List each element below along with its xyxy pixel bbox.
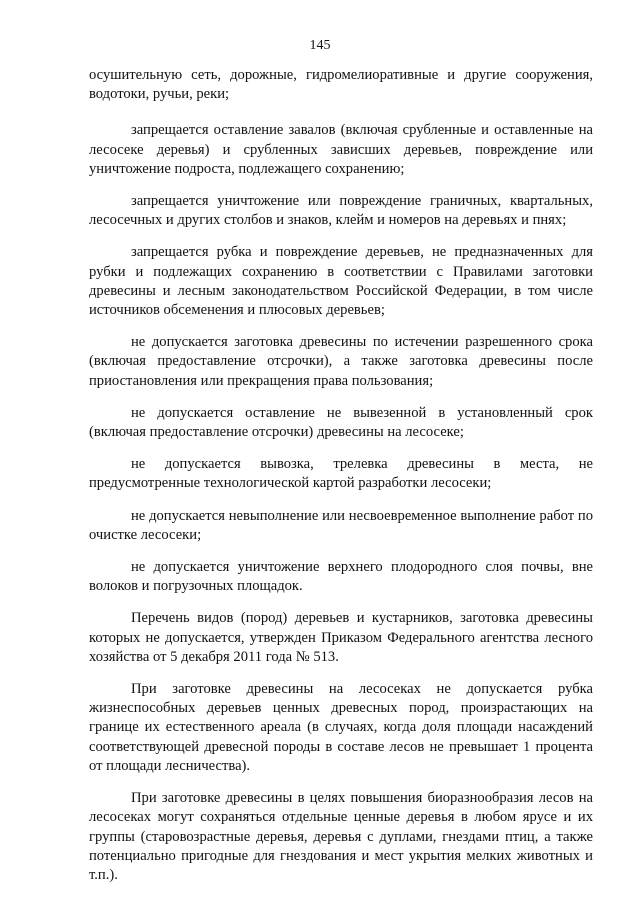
paragraph-expired-term: не допускается заготовка древесины по истечении разрешенного срока (включая предоставление отсрочки), а также заготовка древесины после приостановления или прекращения права пользования; bbox=[89, 334, 593, 389]
paragraph-continuation: осушительную сеть, дорожные, гидромелиоративные и другие сооружения, водотоки, ручьи, реки; bbox=[89, 67, 593, 103]
paragraph-skidding: не допускается вывозка, трелевка древесины в места, не предусмотренные технологической картой разработки лесосеки; bbox=[89, 456, 593, 492]
paragraph-topsoil: не допускается уничтожение верхнего плодородного слоя почвы, вне волоков и погрузочных площадок. bbox=[89, 559, 593, 595]
paragraph-biodiversity: При заготовке древесины в целях повышения биоразнообразия лесов на лесосеках могут сохраняться отдельные ценные деревья в любом ярусе и их группы (старовозрастные деревья, деревья с дуплами, гнездами птиц, а также потенциально пригодные для гнездования и мест укрытия мелких животных и т.п.). bbox=[89, 790, 593, 883]
paragraph-felling-debris: запрещается оставление завалов (включая срубленные и оставленные на лесосеке деревья) и срубленных зависших деревьев, повреждение или уничтожение подроста, подлежащего сохранению; bbox=[89, 122, 593, 177]
paragraph-protected-trees: запрещается рубка и повреждение деревьев, не предназначенных для рубки и подлежащих сохранению в соответствии с Правилами заготовки древесины и лесным законодательством Российской Федерации, в том числе источников обсеменения и плюсовых деревьев; bbox=[89, 244, 593, 319]
paragraph-site-cleanup: не допускается невыполнение или несвоевременное выполнение работ по очистке лесосеки; bbox=[89, 507, 593, 543]
paragraph-boundary-posts: запрещается уничтожение или повреждение граничных, квартальных, лесосечных и других столбов и знаков, клейм и номеров на деревьях и пнях; bbox=[89, 193, 593, 229]
paragraph-valuable-species: При заготовке древесины на лесосеках не допускается рубка жизнеспособных деревьев ценных древесных пород, произрастающих на границе их естественного ареала (в случаях, когда доля площади насаждений соответствующей древесной породы в составе лесов не превышает 1 процента от площади лесничества). bbox=[89, 681, 593, 774]
document-body bbox=[89, 66, 593, 898]
page-number: 145 bbox=[309, 38, 331, 53]
paragraph-species-list: Перечень видов (пород) деревьев и кустарников, заготовка древесины которых не допускается, утвержден Приказом Федерального агентства лесного хозяйства от 5 декабря 2011 года № 513. bbox=[89, 610, 593, 665]
paragraph-unremoved-timber: не допускается оставление не вывезенной в установленный срок (включая предоставление отсрочки) древесины на лесосеке; bbox=[89, 404, 593, 441]
